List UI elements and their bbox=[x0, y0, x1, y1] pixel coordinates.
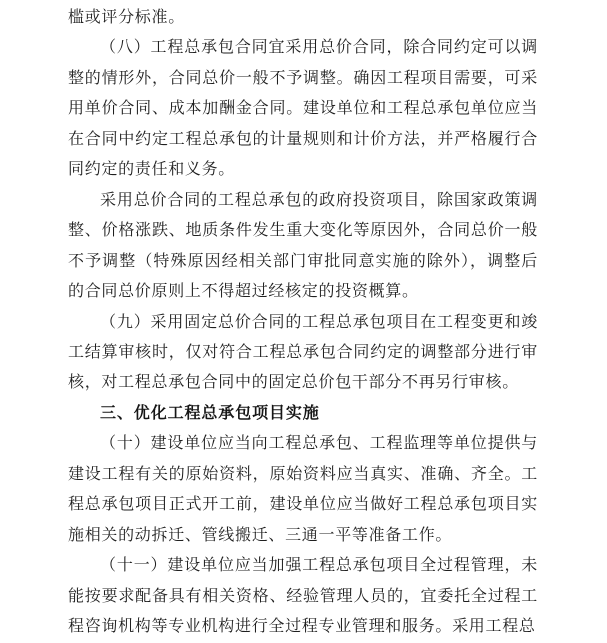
paragraph-item-11-whole-process-management: （十一）建设单位应当加强工程总承包项目全过程管理，未能按要求配备具有相关资格、经验管理人员的，宜委托全过程工程咨询机构等专业机构进行全过程专业管理和服务。采用工程总 bbox=[68, 557, 538, 636]
section-heading-3-optimize-implementation: 三、优化工程总承包项目实施 bbox=[100, 404, 320, 422]
paragraph-item-8-contract-pricing: （八）工程总承包合同宜采用总价合同，除合同约定可以调整的情形外，合同总价一般不予调整。确因工程项目需要，可采用单价合同、成本加酬金合同。建设单位和工程总承包单位应当在合同中约定工程总承包的计量规则和计价方法，并严格履行合同约定的责任和义务。 bbox=[68, 39, 538, 179]
paragraph-item-10-owner-materials: （十）建设单位应当向工程总承包、工程监理等单位提供与建设工程有关的原始资料，原始资料应当真实、准确、齐全。工程总承包项目正式开工前，建设单位应当做好工程总承包项目实施相关的动拆迁、管线搬迁、三通一平等准备工作。 bbox=[68, 435, 538, 544]
document-text-block bbox=[68, 3, 538, 643]
paragraph-item-9-fixed-price-audit: （九）采用固定总价合同的工程总承包项目在工程变更和竣工结算审核时，仅对符合工程总承包合同约定的调整部分进行审核，对工程总承包合同中的固定总价包干部分不再另行审核。 bbox=[68, 313, 538, 392]
paragraph-continuation: 槛或评分标准。 bbox=[68, 9, 185, 26]
paragraph-gov-investment-total-price: 采用总价合同的工程总承包的政府投资项目，除国家政策调整、价格涨跌、地质条件发生重大变化等原因外，合同总价一般不予调整（特殊原因经相关部门审批同意实施的除外），调整后的合同总价原则上不得超过经核定的投资概算。 bbox=[68, 191, 538, 301]
